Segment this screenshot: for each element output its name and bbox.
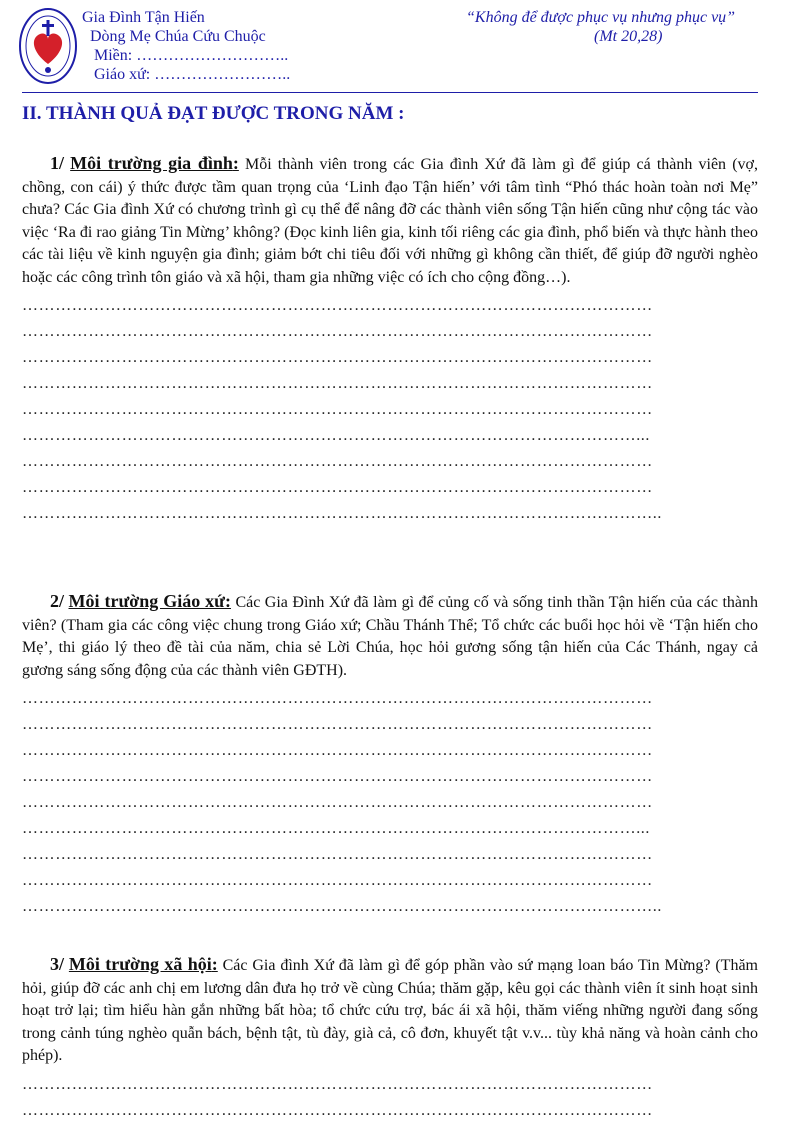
answer-line[interactable]: …………………………………………………………………………………………………...: [22, 820, 650, 837]
answer-line[interactable]: ……………………………………………………………………………………………………: [22, 716, 653, 733]
answer-lines: [22, 690, 758, 924]
answer-line[interactable]: ……………………………………………………………………………………………………: [22, 794, 653, 811]
section-heading-colon: :: [232, 153, 239, 173]
answer-line[interactable]: ……………………………………………………………………………………………………: [22, 401, 653, 418]
section-number: 1/: [50, 153, 65, 173]
answer-line[interactable]: ……………………………………………………………………………………………………: [22, 479, 653, 496]
section-heading-colon: :: [224, 591, 231, 611]
answer-line[interactable]: ……………………………………………………………………………………………………: [22, 297, 653, 314]
section-heading: Môi trường gia đình: [70, 153, 233, 173]
section-heading: Môi trường Giáo xứ: [68, 591, 225, 611]
section-paragraph: [22, 590, 758, 682]
section-number: 3/: [50, 954, 65, 974]
answer-line[interactable]: ……………………………………………………………………………………………………: [22, 349, 653, 366]
page-header: [0, 0, 800, 92]
answer-line[interactable]: ……………………………………………………………………………………………………: [22, 846, 653, 863]
section-society: [22, 953, 758, 1128]
answer-lines: [22, 297, 758, 531]
section-body: Mỗi thành viên trong các Gia đình Xứ đã làm gì để giúp cá thành viên (vợ, chồng, con cái) ý thức được tầm quan trọng của ‘Linh đạo Tận hiến’ với tâm tình “Phó thác hoàn toàn nơi Mẹ” chưa? Các Gia đình Xứ có chương trình gì cụ thể để nâng đỡ các thành viên sống Tận hiến cũng như cộng tác vào việc ‘Ra đi rao giảng Tin Mừng’ không? (Đọc kinh liên gia, kinh tối riêng các gia đình, phổ biến và thực hành theo các tài liệu về kinh nguyện gia đình; giảm bớt chi tiêu đối với những gì không cần thiết, để giúp đỡ người nghèo hoặc các công trình tôn giáo và xã hội, tham gia những việc có ích cho cộng đồng…).: [22, 156, 758, 286]
section-paragraph: [22, 152, 758, 289]
answer-line[interactable]: ……………………………………………………………………………………………………: [22, 323, 653, 340]
section-parish: [22, 590, 758, 924]
section-body: Các Gia Đình Xứ đã làm gì để củng cố và sống tinh thần Tận hiến của các thành viên? (Tham gia các công việc chung trong Giáo xứ; Chầu Thánh Thể; Tổ chức các buổi học hỏi về ‘Tận hiến cho Mẹ’, thi giáo lý theo đề tài của năm, chia sẻ Lời Chúa, học hỏi gương sống tận hiến của Các Thánh, ngay cả gương sáng sống động của các thành viên GĐTH).: [22, 594, 759, 679]
section-heading-colon: :: [211, 954, 218, 974]
answer-line[interactable]: ……………………………………………………………………………………………………..: [22, 898, 662, 915]
answer-line[interactable]: ……………………………………………………………………………………………………: [22, 453, 653, 470]
answer-line[interactable]: …………………………………………………………………………………………………...: [22, 427, 650, 444]
giaoxu-field: Giáo xứ: ……………………..: [94, 66, 291, 83]
section-family: [22, 152, 758, 531]
header-quote-ref: (Mt 20,28): [594, 28, 663, 45]
section-heading: Môi trường xã hội: [68, 954, 212, 974]
section-title: II. THÀNH QUẢ ĐẠT ĐƯỢC TRONG NĂM :: [22, 103, 405, 124]
section-paragraph: [22, 953, 758, 1068]
answer-line[interactable]: ……………………………………………………………………………………………………: [22, 872, 653, 889]
section-number: 2/: [50, 591, 65, 611]
answer-line[interactable]: ……………………………………………………………………………………………………..: [22, 505, 662, 522]
answer-line[interactable]: ……………………………………………………………………………………………………: [22, 690, 653, 707]
answer-line[interactable]: ……………………………………………………………………………………………………: [22, 1101, 653, 1119]
answer-line[interactable]: ……………………………………………………………………………………………………: [22, 375, 653, 392]
logo-emblem-icon: [18, 6, 78, 86]
answer-line[interactable]: ……………………………………………………………………………………………………: [22, 742, 653, 759]
mien-field: Miền: ………………………..: [94, 47, 289, 64]
header-divider: [22, 92, 758, 93]
answer-lines: [22, 1076, 758, 1128]
org-subname: Dòng Mẹ Chúa Cứu Chuộc: [90, 28, 266, 45]
org-name: Gia Đình Tận Hiến: [82, 9, 205, 26]
header-quote: “Không để được phục vụ nhưng phục vụ”: [466, 9, 736, 26]
answer-line[interactable]: ……………………………………………………………………………………………………: [22, 1075, 653, 1093]
section-body: Các Gia đình Xứ đã làm gì để góp phần vào sứ mạng loan báo Tin Mừng? (Thăm hỏi, giúp đỡ các anh chị em lương dân đưa họ trở về cùng Chúa; thăm gặp, kêu gọi các thành viên ít sinh hoạt sinh hoạt trở lại; tìm hiểu hàn gắn những bất hòa; tổ chức cứu trợ, bác ái xã hội, thăm viếng những người đang sống trong cảnh túng nghèo quẫn bách, bệnh tật, tù đày, già cả, cô đơn, khuyết tật v.v... tùy khả năng và hoàn cảnh cho phép).: [22, 957, 759, 1064]
answer-line[interactable]: ……………………………………………………………………………………………………: [22, 768, 653, 785]
